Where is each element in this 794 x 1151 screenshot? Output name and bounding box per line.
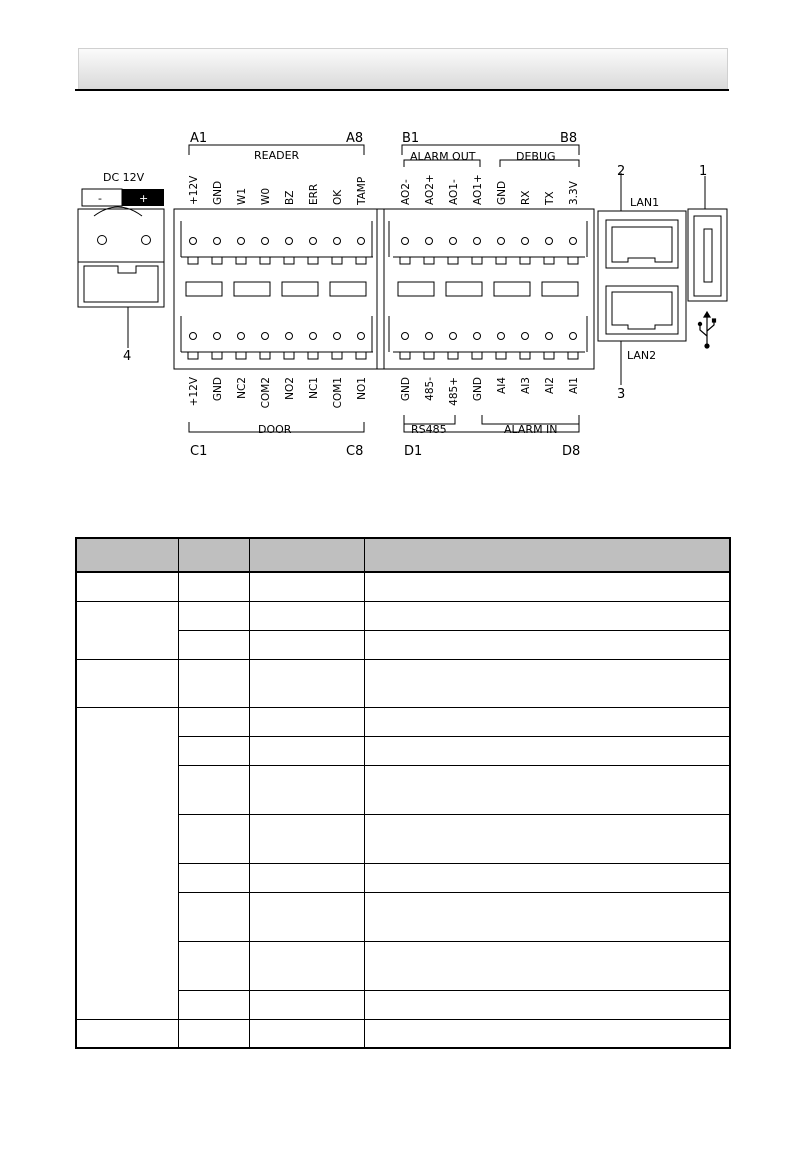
- terminal-screw: [286, 238, 293, 245]
- power-minus: -: [98, 192, 102, 205]
- b-start: B1: [402, 131, 420, 146]
- callout-4: 4: [123, 349, 132, 364]
- pin-label: NC1: [308, 377, 320, 399]
- terminal-screw: [402, 238, 409, 245]
- pin-label: 485-: [424, 377, 436, 401]
- pin-label: GND: [472, 377, 484, 402]
- pin-label: 485+: [448, 377, 460, 406]
- terminal-screw: [310, 333, 317, 340]
- d-end: D8: [562, 444, 581, 459]
- terminal-tab: [229, 257, 253, 264]
- terminal-tab: [441, 257, 465, 264]
- slot: [542, 282, 578, 296]
- terminal-screw: [310, 238, 317, 245]
- power-connector: [78, 209, 164, 307]
- power-title: DC 12V: [103, 171, 145, 184]
- terminal-tab: [393, 257, 417, 264]
- pin-label: AO2+: [424, 174, 436, 205]
- alarm-in-label: ALARM IN: [504, 423, 558, 436]
- terminal-tab: [561, 257, 585, 264]
- terminal-screw: [426, 333, 433, 340]
- pin-label: OK: [332, 189, 344, 205]
- terminal-screw: [334, 333, 341, 340]
- slot: [330, 282, 366, 296]
- terminal-screw: [334, 238, 341, 245]
- slot: [494, 282, 530, 296]
- b-end: B8: [560, 131, 578, 146]
- terminal-tab: [349, 257, 373, 264]
- callout-2: 2: [617, 164, 626, 179]
- interface-table: [75, 537, 731, 1049]
- pin-label: AI3: [520, 377, 532, 394]
- pin-label: BZ: [284, 190, 296, 205]
- pin-label: GND: [400, 377, 412, 402]
- terminal-tab: [253, 257, 277, 264]
- door-start: C1: [190, 444, 208, 459]
- reader-label: READER: [254, 149, 300, 162]
- usb-icon: [698, 312, 715, 348]
- terminal-screw: [190, 238, 197, 245]
- terminal-tab: [441, 352, 465, 359]
- terminal-tab: [181, 352, 205, 359]
- pin-label: GND: [212, 180, 224, 205]
- table-row: [76, 572, 730, 601]
- terminal-screw: [238, 333, 245, 340]
- terminal-tab: [301, 352, 325, 359]
- reader-start: A1: [190, 131, 208, 146]
- terminal-tab: [465, 257, 489, 264]
- pin-label: COM1: [332, 377, 344, 409]
- terminal-screw: [498, 238, 505, 245]
- terminal-tab: [393, 352, 417, 359]
- table-header-cell: [178, 538, 249, 572]
- terminal-screw: [262, 333, 269, 340]
- pin-label: GND: [212, 377, 224, 402]
- pin-label: AO1+: [472, 174, 484, 205]
- d-start: D1: [404, 444, 423, 459]
- slot: [186, 282, 222, 296]
- terminal-screw: [358, 238, 365, 245]
- pin-label: AI4: [496, 377, 508, 394]
- pin-label: AO2-: [400, 179, 412, 205]
- terminal-tab: [277, 257, 301, 264]
- terminal-screw: [214, 238, 221, 245]
- terminal-tab: [205, 352, 229, 359]
- terminal-screw: [262, 238, 269, 245]
- terminal-tab: [205, 257, 229, 264]
- lan-module: [598, 211, 686, 341]
- rs485-label: RS485: [411, 423, 447, 436]
- pin-label: NC2: [236, 377, 248, 399]
- slot: [446, 282, 482, 296]
- alarm-out-label: ALARM OUT: [410, 150, 476, 163]
- terminal-screw: [498, 333, 505, 340]
- terminal-screw: [450, 238, 457, 245]
- callout-3: 3: [617, 387, 626, 402]
- terminal-screw: [402, 333, 409, 340]
- terminal-tab: [513, 352, 537, 359]
- callout-1: 1: [699, 164, 708, 179]
- lan1-label: LAN1: [630, 196, 660, 209]
- pin-label: TAMP: [356, 176, 368, 205]
- pin-label: COM2: [260, 377, 272, 409]
- pin-label: NO2: [284, 377, 296, 400]
- table-header-cell: [249, 538, 364, 572]
- wiring-diagram: [0, 0, 794, 480]
- terminal-screw: [358, 333, 365, 340]
- terminal-screw: [450, 333, 457, 340]
- slot: [234, 282, 270, 296]
- pin-label: +12V: [188, 175, 200, 205]
- terminal-tab: [349, 352, 373, 359]
- terminal-screw: [522, 333, 529, 340]
- pin-label: NO1: [356, 377, 368, 400]
- pin-label: AI1: [568, 377, 580, 394]
- slot: [282, 282, 318, 296]
- lan2-label: LAN2: [627, 349, 657, 362]
- debug-label: DEBUG: [516, 150, 556, 163]
- terminal-screw: [474, 238, 481, 245]
- terminal-screw: [546, 333, 553, 340]
- pin-label: 3.3V: [568, 181, 580, 205]
- terminal-screw: [570, 333, 577, 340]
- terminal-tab: [325, 352, 349, 359]
- terminal-screw: [426, 238, 433, 245]
- terminal-tab: [325, 257, 349, 264]
- terminal-screw: [522, 238, 529, 245]
- table-row: [76, 1019, 730, 1048]
- terminal-screw: [286, 333, 293, 340]
- power-plus: +: [139, 192, 149, 205]
- slot: [398, 282, 434, 296]
- pin-label: ERR: [308, 183, 320, 205]
- table-header-cell: [364, 538, 730, 572]
- table-row: [76, 707, 730, 736]
- terminal-screw: [546, 238, 553, 245]
- terminal-screw: [570, 238, 577, 245]
- door-label: DOOR: [258, 423, 292, 436]
- pin-label: W0: [260, 187, 272, 205]
- reader-end: A8: [346, 131, 364, 146]
- terminal-tab: [301, 257, 325, 264]
- door-end: C8: [346, 444, 364, 459]
- terminal-tab: [489, 352, 513, 359]
- pin-label: +12V: [188, 377, 200, 407]
- pin-label: AI2: [544, 377, 556, 394]
- terminal-tab: [253, 352, 277, 359]
- terminal-tab: [489, 257, 513, 264]
- terminal-tab: [229, 352, 253, 359]
- pin-label: AO1-: [448, 179, 460, 205]
- terminal-screw: [214, 333, 221, 340]
- terminal-tab: [513, 257, 537, 264]
- terminal-tab: [465, 352, 489, 359]
- pin-label: W1: [236, 187, 248, 205]
- terminal-screw: [474, 333, 481, 340]
- terminal-tab: [417, 257, 441, 264]
- terminal-tab: [417, 352, 441, 359]
- terminal-screw: [190, 333, 197, 340]
- terminal-screw: [238, 238, 245, 245]
- pin-label: RX: [520, 190, 532, 205]
- terminal-tab: [537, 257, 561, 264]
- pin-label: GND: [496, 180, 508, 205]
- terminal-tab: [181, 257, 205, 264]
- table-row: [76, 601, 730, 630]
- table-row: [76, 659, 730, 707]
- table-header-row: [76, 538, 730, 572]
- terminal-tab: [561, 352, 585, 359]
- table-header-cell: [76, 538, 178, 572]
- pin-label: TX: [544, 191, 556, 205]
- terminal-tab: [537, 352, 561, 359]
- terminal-tab: [277, 352, 301, 359]
